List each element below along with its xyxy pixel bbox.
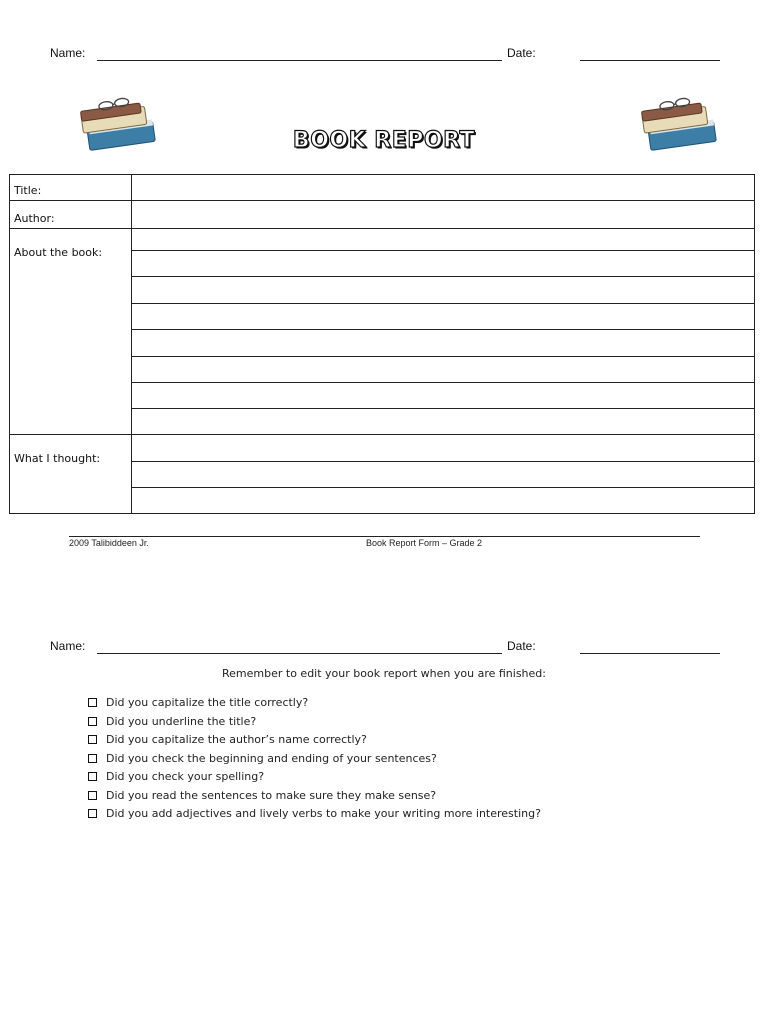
checklist-item-text: Did you read the sentences to make sure they make sense? [106, 789, 437, 802]
writing-line [131, 303, 754, 304]
about-row-label: About the book: [14, 246, 103, 259]
checklist-item-text: Did you check your spelling? [106, 770, 265, 783]
footer-copyright: 2009 Talibiddeen Jr. [69, 538, 149, 548]
name-label-top: Name: [50, 46, 86, 60]
books-icon-left [79, 94, 161, 160]
checklist-item[interactable] [88, 752, 437, 765]
name-field-top[interactable] [97, 60, 502, 61]
checkbox-icon[interactable] [88, 754, 97, 763]
column-divider [131, 175, 132, 513]
page-title: BOOK REPORT [292, 128, 476, 153]
writing-line [131, 382, 754, 383]
writing-line [131, 408, 754, 409]
checklist-item-text: Did you capitalize the author’s name correctly? [106, 733, 367, 746]
footer-rule [69, 536, 700, 537]
thought-row-label: What I thought: [14, 452, 101, 465]
writing-line [131, 487, 754, 488]
writing-line [131, 250, 754, 251]
checklist-intro: Remember to edit your book report when you are finished: [222, 667, 546, 680]
date-label-top: Date: [507, 46, 536, 60]
checklist-item[interactable] [88, 770, 264, 783]
author-row-label: Author: [14, 212, 55, 225]
footer-form-name: Book Report Form – Grade 2 [366, 538, 483, 548]
checkbox-icon[interactable] [88, 717, 97, 726]
checkbox-icon[interactable] [88, 772, 97, 781]
row-divider [10, 228, 754, 229]
writing-line [131, 356, 754, 357]
checklist-item[interactable] [88, 789, 436, 802]
name-label-bottom: Name: [50, 639, 86, 653]
writing-line [131, 461, 754, 462]
checklist-item-text: Did you capitalize the title correctly? [106, 696, 309, 709]
name-field-bottom[interactable] [97, 653, 502, 654]
checklist-item-text: Did you check the beginning and ending of your sentences? [106, 752, 437, 765]
checklist-item[interactable] [88, 715, 256, 728]
checklist-item-text: Did you underline the title? [106, 715, 257, 728]
writing-line [131, 276, 754, 277]
checkbox-icon[interactable] [88, 791, 97, 800]
checklist-item[interactable] [88, 733, 367, 746]
date-field-top[interactable] [580, 60, 720, 61]
books-icon-right [640, 94, 722, 160]
checkbox-icon[interactable] [88, 735, 97, 744]
date-field-bottom[interactable] [580, 653, 720, 654]
writing-line [131, 329, 754, 330]
checkbox-icon[interactable] [88, 698, 97, 707]
row-divider [10, 200, 754, 201]
checkbox-icon[interactable] [88, 809, 97, 818]
book-report-form [9, 174, 755, 514]
row-divider [10, 434, 754, 435]
checklist-item[interactable] [88, 696, 308, 709]
date-label-bottom: Date: [507, 639, 536, 653]
checklist-item[interactable] [88, 807, 541, 820]
title-row-label: Title: [14, 184, 42, 197]
checklist-item-text: Did you add adjectives and lively verbs to make your writing more interesting? [106, 807, 541, 820]
